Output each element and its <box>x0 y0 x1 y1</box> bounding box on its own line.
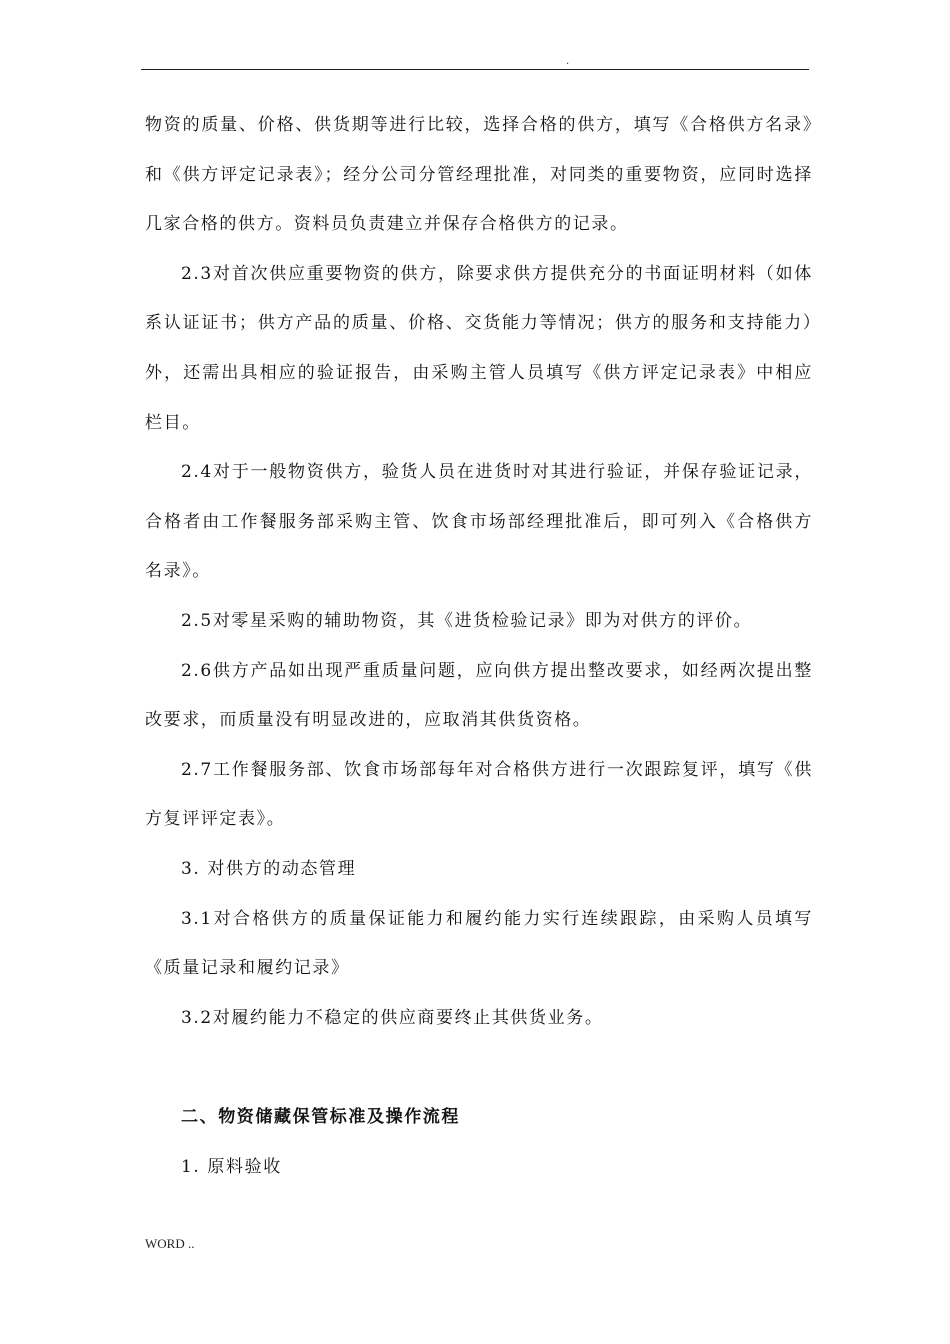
paragraph-3-1: 3.1对合格供方的质量保证能力和履约能力实行连续跟踪，由采购人员填写《质量记录和履约记录》 <box>145 908 813 979</box>
paragraph-2-5: 2.5对零星采购的辅助物资，其《进货检验记录》即为对供方的评价。 <box>181 610 753 631</box>
header-mark: . <box>566 56 570 67</box>
paragraph-supplier-comparison: 物资的质量、价格、供货期等进行比较，选择合格的供方，填写《合格供方名录》和《供方评定记录表》；经分公司分管经理批准，对同类的重要物资，应同时选择几家合格的供方。资料员负责建立并保存合格供方的记录。 <box>145 115 813 235</box>
page-footer: WORD .. <box>145 1236 195 1251</box>
section-3-title: 3. 对供方的动态管理 <box>181 858 357 879</box>
section-spacer <box>145 1043 813 1093</box>
paragraph-2-4: 2.4对于一般物资供方，验货人员在进货时对其进行验证，并保存验证记录，合格者由工作餐服务部采购主管、饮食市场部经理批准后，即可列入《合格供方名录》。 <box>145 462 813 582</box>
paragraph-3-2: 3.2对履约能力不稳定的供应商要终止其供货业务。 <box>181 1007 604 1028</box>
section-heading: 二、物资储藏保管标准及操作流程 <box>181 1107 460 1128</box>
header-rule <box>141 69 809 70</box>
document-body <box>145 101 813 1192</box>
paragraph-2-6: 2.6供方产品如出现严重质量问题，应向供方提出整改要求，如经两次提出整改要求，而质量没有明显改进的，应取消其供货资格。 <box>145 660 813 731</box>
paragraph-2-3: 2.3对首次供应重要物资的供方，除要求供方提供充分的书面证明材料（如体系认证证书；供方产品的质量、价格、交货能力等情况；供方的服务和支持能力）外，还需出具相应的验证报告，由采购主管人员填写《供方评定记录表》中相应栏目。 <box>145 263 813 433</box>
subsection-title: 1. 原料验收 <box>181 1156 282 1177</box>
paragraph-2-7: 2.7工作餐服务部、饮食市场部每年对合格供方进行一次跟踪复评，填写《供方复评评定表》。 <box>145 759 813 830</box>
